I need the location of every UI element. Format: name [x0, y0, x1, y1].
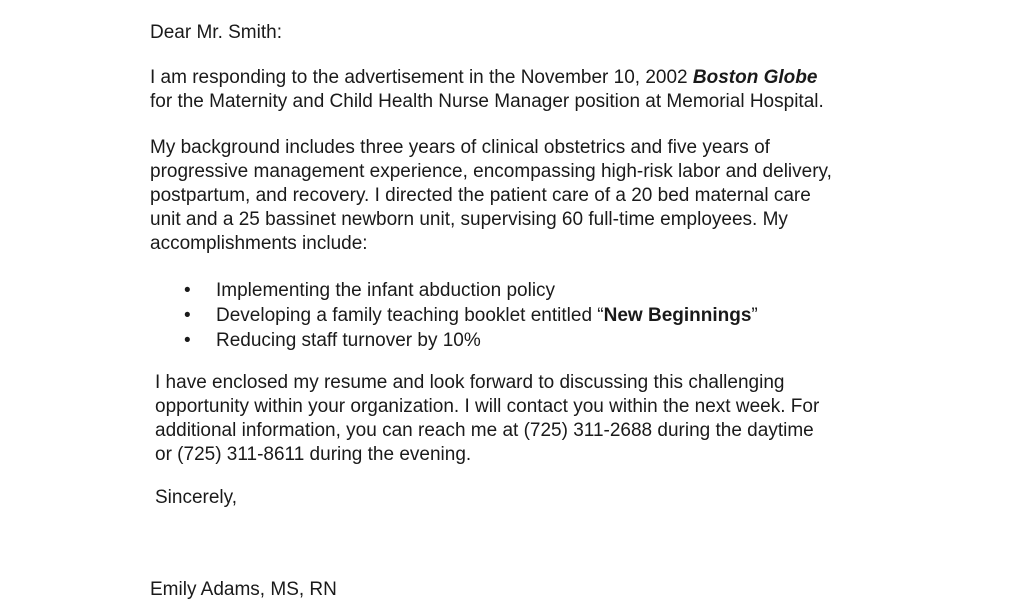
list-item — [184, 328, 758, 353]
paragraph-line: for the Maternity and Child Health Nurse Manager position at Memorial Hospital. — [150, 91, 824, 112]
paragraph-contact — [155, 371, 819, 467]
closing: Sincerely, — [155, 487, 238, 508]
list-item-text: Implementing the infant abduction policy — [216, 280, 556, 301]
paragraph-line: or (725) 311-8611 during the evening. — [155, 444, 472, 465]
salutation: Dear Mr. Smith: — [150, 22, 282, 43]
paragraph-line: accomplishments include: — [150, 233, 368, 254]
list-item-text: Developing a family teaching booklet entitled “ — [216, 305, 604, 326]
paragraph-line — [150, 66, 824, 90]
newspaper-name: Boston Globe — [692, 67, 818, 88]
booklet-title: New Beginnings — [603, 305, 752, 326]
list-item-text: ” — [751, 305, 758, 326]
signature-name: Emily Adams, MS, RN — [150, 579, 337, 600]
paragraph-line: opportunity within your organization. I will contact you within the next week. For — [155, 396, 820, 417]
paragraph-line: progressive management experience, encompassing high-risk labor and delivery, — [150, 161, 832, 182]
bullet-icon: • — [184, 280, 191, 301]
bullet-icon: • — [184, 330, 191, 351]
accomplishments-list — [184, 278, 758, 353]
paragraph-line: My background includes three years of clinical obstetrics and five years of — [150, 137, 770, 158]
paragraph-line: I have enclosed my resume and look forward to discussing this challenging — [155, 372, 785, 393]
paragraph-line: postpartum, and recovery. I directed the patient care of a 20 bed maternal care — [150, 185, 811, 206]
paragraph-text: I am responding to the advertisement in the November 10, 2002 — [150, 67, 693, 88]
paragraph-background — [150, 136, 832, 256]
list-item-text: Reducing staff turnover by 10% — [216, 330, 481, 351]
paragraph-advertisement — [150, 66, 824, 114]
list-item — [184, 303, 758, 328]
list-item — [184, 278, 758, 303]
paragraph-line: unit and a 25 bassinet newborn unit, supervising 60 full-time employees. My — [150, 209, 788, 230]
bullet-icon: • — [184, 305, 191, 326]
paragraph-line: additional information, you can reach me at (725) 311-2688 during the daytime — [155, 420, 814, 441]
